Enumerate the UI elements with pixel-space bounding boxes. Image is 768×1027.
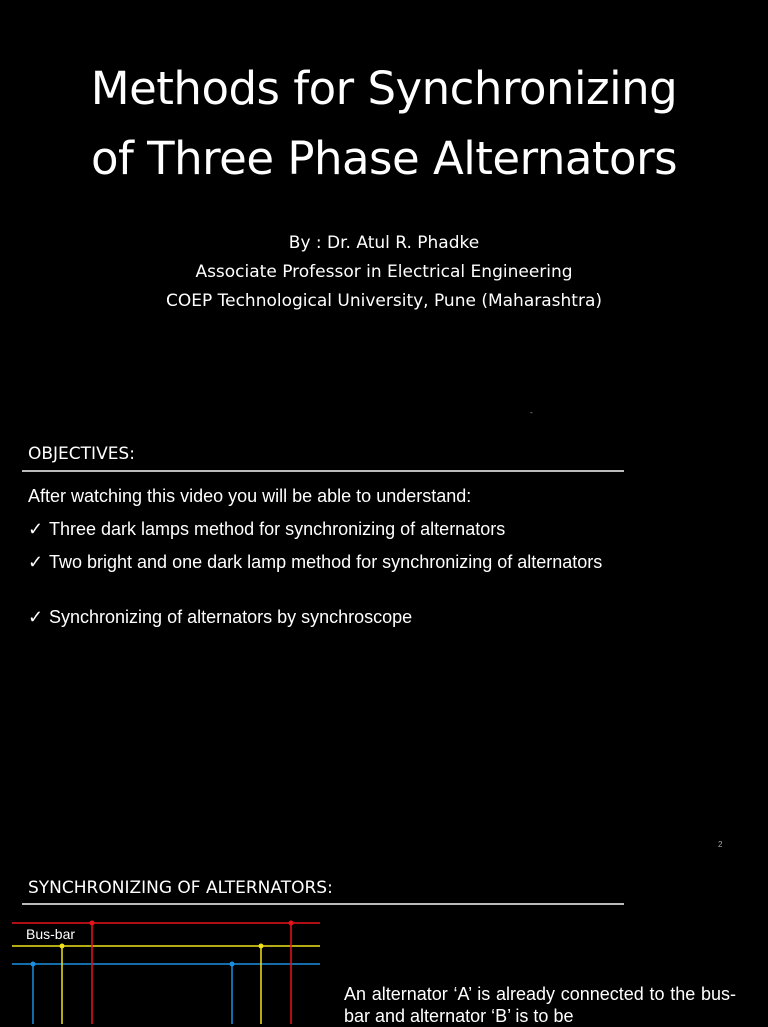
busbar-label: Bus-bar	[26, 926, 76, 942]
title-line-2: of Three Phase Alternators	[90, 132, 678, 185]
page-number: 2	[718, 840, 723, 849]
junction-r-a	[90, 921, 95, 926]
junction-y-a	[60, 944, 65, 949]
objective-text: Synchronizing of alternators by synchroscope	[49, 607, 413, 627]
objective-text: Two bright and one dark lamp method for synchronizing of alternators	[49, 552, 603, 572]
junction-b-b	[230, 962, 235, 967]
author-affiliation: COEP Technological University, Pune (Maharashtra)	[165, 291, 602, 311]
check-icon: ✓	[28, 607, 44, 627]
objectives-slide	[0, 428, 768, 860]
check-icon: ✓	[28, 519, 44, 539]
author-position: Associate Professor in Electrical Engineering	[195, 262, 573, 282]
objectives-heading: OBJECTIVES:	[28, 444, 135, 464]
title-slide	[0, 0, 768, 428]
junction-r-b	[289, 921, 294, 926]
slide-marker: -	[530, 408, 533, 417]
synchronizing-paragraph: An alternator ‘A’ is already connected to the bus-bar and alternator ‘B’ is to be	[344, 984, 736, 1026]
check-icon: ✓	[28, 552, 44, 572]
author-block	[0, 229, 768, 316]
objective-item	[28, 518, 618, 541]
busbar-diagram	[0, 900, 330, 1024]
heading-divider	[22, 470, 624, 472]
junction-b-a	[31, 962, 36, 967]
objective-text: Three dark lamps method for synchronizing of alternators	[49, 519, 506, 539]
title-line-1: Methods for Synchronizing	[90, 62, 678, 115]
objective-item	[28, 606, 618, 629]
objective-item	[28, 551, 618, 574]
junction-y-b	[259, 944, 264, 949]
objectives-intro: After watching this video you will be able to understand:	[28, 486, 472, 506]
slide-title	[0, 54, 768, 194]
synchronizing-heading: SYNCHRONIZING OF ALTERNATORS:	[28, 878, 333, 898]
author-name: By : Dr. Atul R. Phadke	[288, 233, 480, 253]
